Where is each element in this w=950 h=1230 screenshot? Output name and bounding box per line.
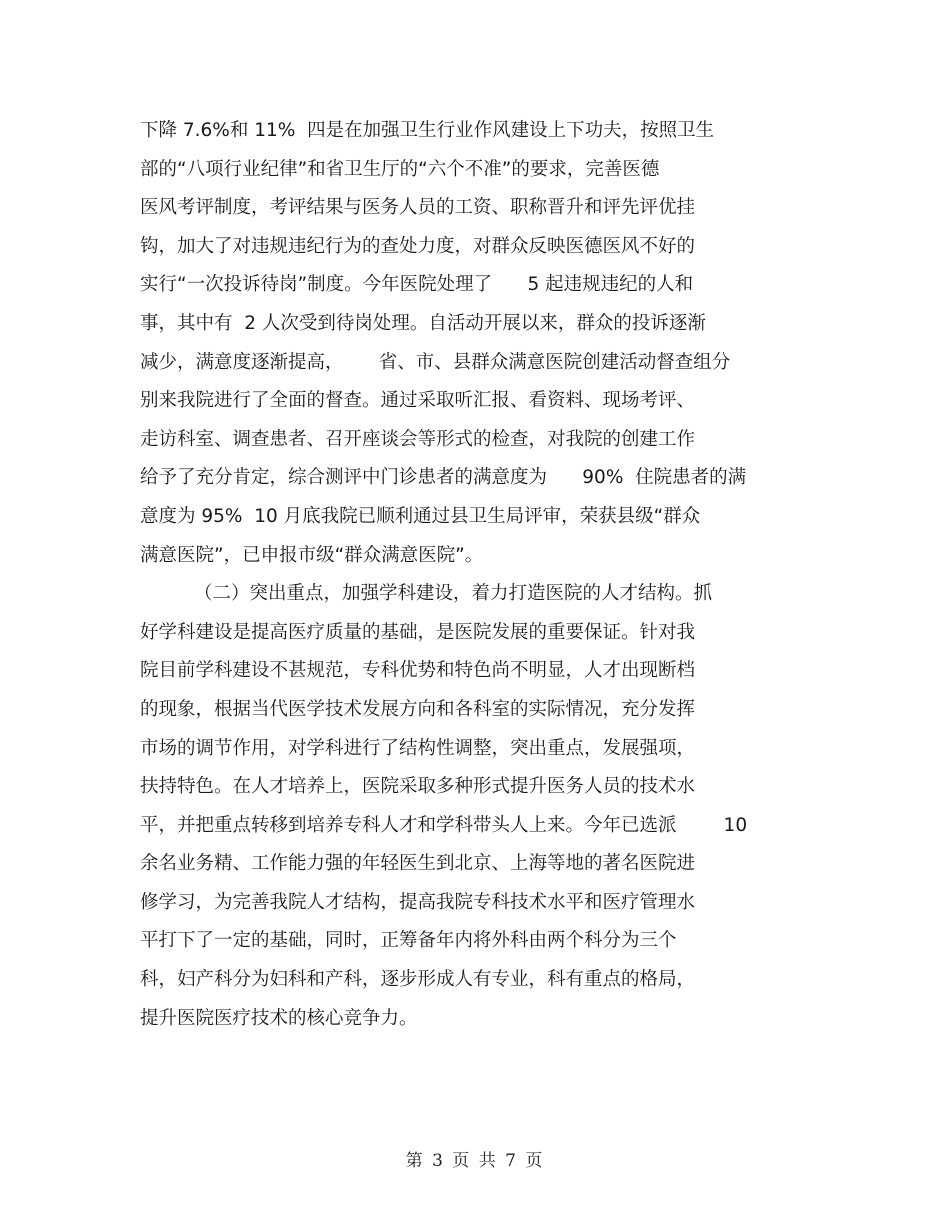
text-line: 医风考评制度，考评结果与医务人员的工资、职称晋升和评先评优挂 — [140, 197, 696, 219]
text-line: 实行“一次投诉待岗”制度。今年医院处理了 5 起违规违纪的人和 — [140, 274, 694, 296]
page-footer: 第 3 页 共 7 页 — [405, 1151, 545, 1171]
body-text — [140, 112, 820, 1038]
text-line: 给予了充分肯定，综合测评中门诊患者的满意度为 90% 住院患者的满 — [140, 467, 747, 489]
text-line: 科，妇产科分为妇科和产科，逐步形成人有专业，科有重点的格局， — [140, 969, 696, 991]
text-line: 别来我院进行了全面的督查。通过采取听汇报、看资料、现场考评、 — [140, 390, 696, 412]
text-line: 减少，满意度逐渐提高， 省、市、县群众满意医院创建活动督查组分 — [140, 351, 731, 373]
text-line: 院目前学科建设不甚规范，专科优势和特色尚不明显，人才出现断档 — [140, 660, 696, 682]
text-line: 平，并把重点转移到培养专科人才和学科带头人上来。今年已选派 10 — [140, 814, 748, 836]
text-line: 市场的调节作用，对学科进行了结构性调整，突出重点，发展强项， — [140, 737, 696, 759]
text-line: 意度为 95% 10 月底我院已顺利通过县卫生局评审，荣获县级“群众 — [140, 505, 701, 527]
text-line: 钩，加大了对违规违纪行为的查处力度，对群众反映医德医风不好的 — [140, 235, 696, 257]
text-line: 下降 7.6%和 11% 四是在加强卫生行业作风建设上下功夫，按照卫生 — [140, 120, 715, 141]
text-line: 余名业务精、工作能力强的年轻医生到北京、上海等地的著名医院进 — [140, 853, 696, 875]
text-line: 的现象，根据当代医学技术发展方向和各科室的实际情况，充分发挥 — [140, 698, 696, 720]
text-line: 提升医院医疗技术的核心竞争力。 — [140, 1007, 418, 1029]
text-line: 满意医院”，已申报市级“群众满意医院”。 — [140, 544, 484, 566]
text-line: 平打下了一定的基础，同时，正筹备年内将外科由两个科分为三个 — [140, 930, 677, 952]
text-line: 部的“八项行业纪律”和省卫生厅的“六个不准”的要求，完善医德 — [140, 158, 660, 180]
text-line: 走访科室、调查患者、召开座谈会等形式的检查，对我院的创建工作 — [140, 428, 696, 450]
text-line: 事，其中有 2 人次受到待岗处理。自活动开展以来，群众的投诉逐渐 — [140, 312, 706, 334]
text-line: 好学科建设是提高医疗质量的基础，是医院发展的重要保证。针对我 — [140, 621, 696, 643]
text-line: 扶持特色。在人才培养上，医院采取多种形式提升医务人员的技术水 — [140, 776, 696, 798]
text-line: （二）突出重点，加强学科建设，着力打造医院的人才结构。抓 — [194, 583, 713, 605]
text-line: 修学习，为完善我院人才结构，提高我院专科技术水平和医疗管理水 — [140, 891, 696, 913]
